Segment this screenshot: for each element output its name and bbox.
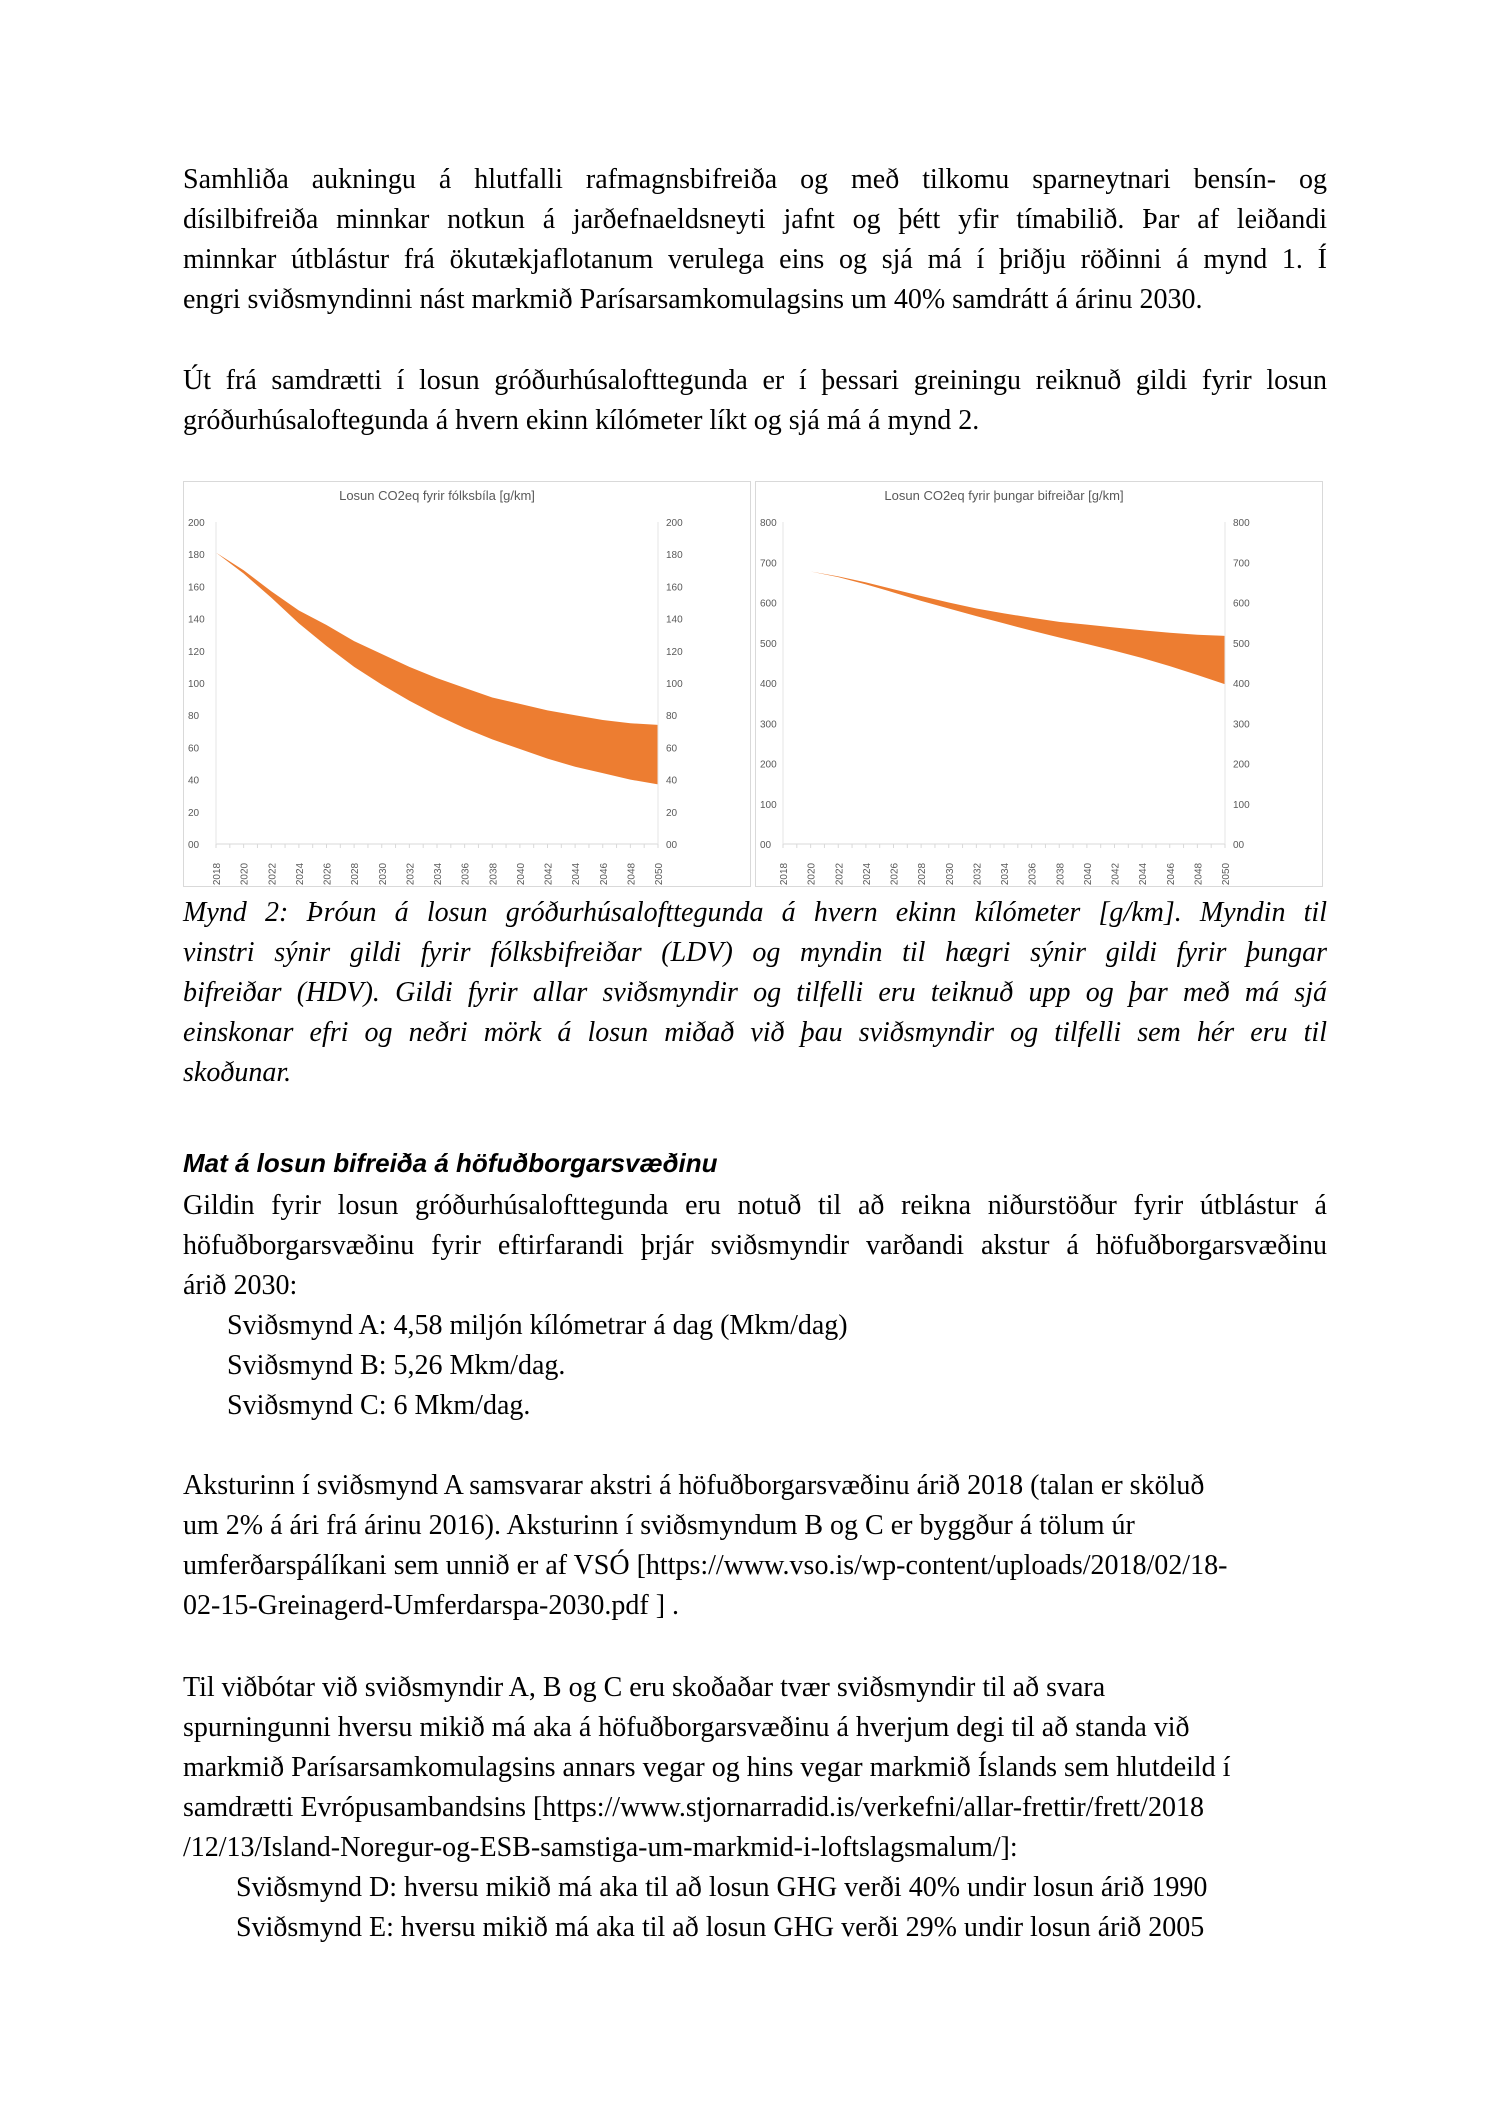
y-tick-label-right: 60 bbox=[666, 743, 678, 755]
y-tick-label-left: 700 bbox=[760, 558, 777, 570]
text-line: dísilbifreiða minnkar notkun á jarðefnaeldsneyti jafnt og þétt yfir tímabilið. Þar af leiðandi bbox=[183, 204, 1327, 235]
y-tick-label-left: 200 bbox=[188, 518, 205, 529]
text-line: samdrætti Evrópusambandsins [https://www.stjornarradid.is/verkefni/allar-frettir/frett/2018 bbox=[183, 1792, 1204, 1823]
y-tick-label-right: 100 bbox=[1233, 799, 1250, 811]
text-line: gróðurhúsaloftegunda á hvern ekinn kílómeter líkt og sjá má á mynd 2. bbox=[183, 405, 980, 436]
caption-line: einskonar efri og neðri mörk á losun miðað við þau sviðsmyndir og tilfelli sem hér eru til bbox=[183, 1017, 1327, 1048]
x-tick-label: 2028 bbox=[350, 862, 362, 886]
chart-ldv bbox=[183, 481, 751, 887]
x-tick-label: 2034 bbox=[1000, 862, 1011, 886]
text-line: 02-15-Greinagerd-Umferdarspa-2030.pdf ] . bbox=[183, 1590, 680, 1621]
y-tick-label-right: 140 bbox=[666, 614, 683, 626]
y-tick-label-left: 180 bbox=[188, 550, 205, 562]
text-line: Aksturinn í sviðsmynd A samsvarar akstri á höfuðborgarsvæðinu árið 2018 (talan er sköluð bbox=[183, 1470, 1205, 1501]
section-heading: Mat á losun bifreiða á höfuðborgarsvæðinu bbox=[183, 1148, 718, 1178]
paragraph-5 bbox=[183, 1668, 1327, 1948]
x-tick-label: 2036 bbox=[1027, 862, 1039, 886]
y-tick-label-right: 500 bbox=[1233, 638, 1250, 650]
paragraph-4 bbox=[183, 1466, 1327, 1626]
chart-title: Losun CO2eq fyrir fólksbíla [g/km] bbox=[339, 488, 535, 503]
text-line: spurningunni hversu mikið má aka á höfuðborgarsvæðinu á hverjum degi til að standa við bbox=[183, 1712, 1190, 1743]
paragraph-1 bbox=[183, 160, 1327, 320]
x-tick-label: 2048 bbox=[1193, 862, 1205, 886]
scenario-a: Sviðsmynd A: 4,58 miljón kílómetrar á dag (Mkm/dag) bbox=[227, 1310, 848, 1341]
caption-line: Mynd 2: Þróun á losun gróðurhúsalofttegunda á hvern ekinn kílómeter [g/km]. Myndin til bbox=[183, 897, 1327, 928]
x-tick-label: 2038 bbox=[488, 862, 500, 886]
y-tick-label-left: 60 bbox=[188, 743, 200, 755]
scenario-d: Sviðsmynd D: hversu mikið má aka til að losun GHG verði 40% undir losun árið 1990 bbox=[236, 1872, 1208, 1903]
y-tick-label-right: 200 bbox=[1233, 759, 1250, 771]
x-tick-label: 2046 bbox=[598, 862, 610, 886]
x-tick-label: 2024 bbox=[294, 862, 306, 886]
y-tick-label-right: 700 bbox=[1233, 558, 1250, 570]
x-tick-label: 2028 bbox=[917, 862, 929, 886]
text-line: markmið Parísarsamkomulagsins annars vegar og hins vegar markmið Íslands sem hlutdeild í bbox=[183, 1752, 1231, 1783]
y-tick-label-right: 200 bbox=[666, 518, 683, 529]
y-tick-label-left: 400 bbox=[760, 679, 777, 690]
y-tick-label-right: 20 bbox=[666, 807, 678, 819]
scenario-c: Sviðsmynd C: 6 Mkm/dag. bbox=[227, 1390, 531, 1421]
y-tick-label-left: 140 bbox=[188, 614, 205, 626]
y-tick-label-left: 20 bbox=[188, 807, 200, 819]
y-tick-label-left: 160 bbox=[188, 582, 205, 594]
y-tick-label-right: 00 bbox=[666, 840, 678, 851]
y-tick-label-right: 180 bbox=[666, 550, 683, 562]
x-tick-label: 2044 bbox=[571, 862, 583, 886]
x-tick-label: 2040 bbox=[515, 862, 527, 886]
x-tick-label: 2026 bbox=[889, 862, 901, 886]
y-tick-label-right: 600 bbox=[1233, 598, 1250, 610]
text-line: minnkar útblástur frá ökutækjaflotanum verulega eins og sjá má í þriðju röðinni á mynd 1. Í bbox=[183, 244, 1327, 275]
x-tick-label: 2048 bbox=[626, 862, 638, 886]
text-line: árið 2030: bbox=[183, 1270, 298, 1301]
y-tick-label-left: 300 bbox=[760, 719, 777, 731]
x-tick-label: 2050 bbox=[654, 862, 665, 886]
y-tick-label-left: 80 bbox=[188, 711, 200, 723]
x-tick-label: 2020 bbox=[239, 862, 251, 886]
x-tick-label: 2038 bbox=[1055, 862, 1067, 886]
text-line: höfuðborgarsvæðinu fyrir eftirfarandi þrjár sviðsmyndir varðandi akstur á höfuðborgarsvæðinu bbox=[183, 1230, 1327, 1261]
caption-line: vinstri sýnir gildi fyrir fólksbifreiðar (LDV) og myndin til hægri sýnir gildi fyrir þungar bbox=[183, 937, 1327, 968]
x-tick-label: 2036 bbox=[460, 862, 472, 886]
y-tick-label-right: 400 bbox=[1233, 679, 1250, 690]
emission-range-area bbox=[216, 553, 658, 785]
x-tick-label: 2050 bbox=[1221, 862, 1232, 886]
x-tick-label: 2026 bbox=[322, 862, 334, 886]
text-line: Gildin fyrir losun gróðurhúsalofttegunda eru notuð til að reikna niðurstöður fyrir útblástur á bbox=[183, 1190, 1327, 1221]
x-tick-label: 2034 bbox=[433, 862, 444, 886]
y-tick-label-right: 160 bbox=[666, 582, 683, 594]
text-line: um 2% á ári frá árinu 2016). Aksturinn í sviðsmyndum B og C er byggður á tölum úr bbox=[183, 1510, 1135, 1541]
caption-line: skoðunar. bbox=[183, 1057, 292, 1088]
x-tick-label: 2032 bbox=[972, 862, 984, 886]
text-line: /12/13/Island-Noregur-og-ESB-samstiga-um-markmid-i-loftslagsmalum/]: bbox=[183, 1832, 1018, 1863]
chart-hdv-svg bbox=[756, 482, 1322, 886]
x-tick-label: 2040 bbox=[1082, 862, 1094, 886]
x-tick-label: 2022 bbox=[267, 862, 279, 886]
y-tick-label-right: 80 bbox=[666, 711, 678, 723]
x-tick-label: 2042 bbox=[1110, 862, 1122, 886]
y-tick-label-right: 300 bbox=[1233, 719, 1250, 731]
scenario-e: Sviðsmynd E: hversu mikið má aka til að losun GHG verði 29% undir losun árið 2005 bbox=[236, 1912, 1205, 1943]
y-tick-label-left: 00 bbox=[760, 840, 772, 851]
y-tick-label-left: 200 bbox=[760, 759, 777, 771]
x-tick-label: 2032 bbox=[405, 862, 417, 886]
x-tick-label: 2030 bbox=[377, 862, 389, 886]
text-line: Samhliða aukningu á hlutfalli rafmagnsbifreiða og með tilkomu sparneytnari bensín- og bbox=[183, 164, 1327, 195]
x-tick-label: 2030 bbox=[944, 862, 956, 886]
chart-title: Losun CO2eq fyrir þungar bifreiðar [g/km] bbox=[884, 488, 1124, 503]
y-tick-label-left: 800 bbox=[760, 518, 777, 529]
y-tick-label-left: 500 bbox=[760, 638, 777, 650]
text-line: Til viðbótar við sviðsmyndir A, B og C eru skoðaðar tvær sviðsmyndir til að svara bbox=[183, 1672, 1106, 1703]
x-tick-label: 2022 bbox=[834, 862, 846, 886]
chart-hdv bbox=[755, 481, 1323, 887]
text-line: Út frá samdrætti í losun gróðurhúsalofttegunda er í þessari greiningu reiknuð gildi fyrir losun bbox=[183, 365, 1327, 396]
scenario-b: Sviðsmynd B: 5,26 Mkm/dag. bbox=[227, 1350, 566, 1381]
text-line: umferðarspálíkani sem unnið er af VSÓ [https://www.vso.is/wp-content/uploads/2018/02/18- bbox=[183, 1550, 1228, 1581]
y-tick-label-left: 100 bbox=[188, 679, 205, 690]
y-tick-label-right: 00 bbox=[1233, 840, 1245, 851]
x-tick-label: 2020 bbox=[806, 862, 818, 886]
x-tick-label: 2044 bbox=[1138, 862, 1150, 886]
text-line: engri sviðsmyndinni nást markmið Parísarsamkomulagsins um 40% samdrátt á árinu 2030. bbox=[183, 284, 1203, 315]
y-tick-label-right: 800 bbox=[1233, 518, 1250, 529]
y-tick-label-right: 100 bbox=[666, 679, 683, 690]
x-tick-label: 2042 bbox=[543, 862, 555, 886]
y-tick-label-right: 120 bbox=[666, 646, 683, 658]
x-tick-label: 2024 bbox=[861, 862, 873, 886]
y-tick-label-right: 40 bbox=[666, 775, 678, 787]
y-tick-label-left: 100 bbox=[760, 799, 777, 811]
figure-caption bbox=[183, 893, 1327, 1093]
x-tick-label: 2018 bbox=[779, 862, 790, 886]
caption-line: bifreiðar (HDV). Gildi fyrir allar sviðsmyndir og tilfelli eru teiknuð upp og þar með má sjá bbox=[183, 977, 1327, 1008]
x-tick-label: 2018 bbox=[212, 862, 223, 886]
x-tick-label: 2046 bbox=[1165, 862, 1177, 886]
chart-ldv-svg bbox=[184, 482, 750, 886]
emission-range-area bbox=[783, 568, 1225, 684]
y-tick-label-left: 600 bbox=[760, 598, 777, 610]
y-tick-label-left: 120 bbox=[188, 646, 205, 658]
paragraph-2 bbox=[183, 361, 1327, 441]
y-tick-label-left: 00 bbox=[188, 840, 200, 851]
paragraph-3 bbox=[183, 1186, 1327, 1426]
y-tick-label-left: 40 bbox=[188, 775, 200, 787]
